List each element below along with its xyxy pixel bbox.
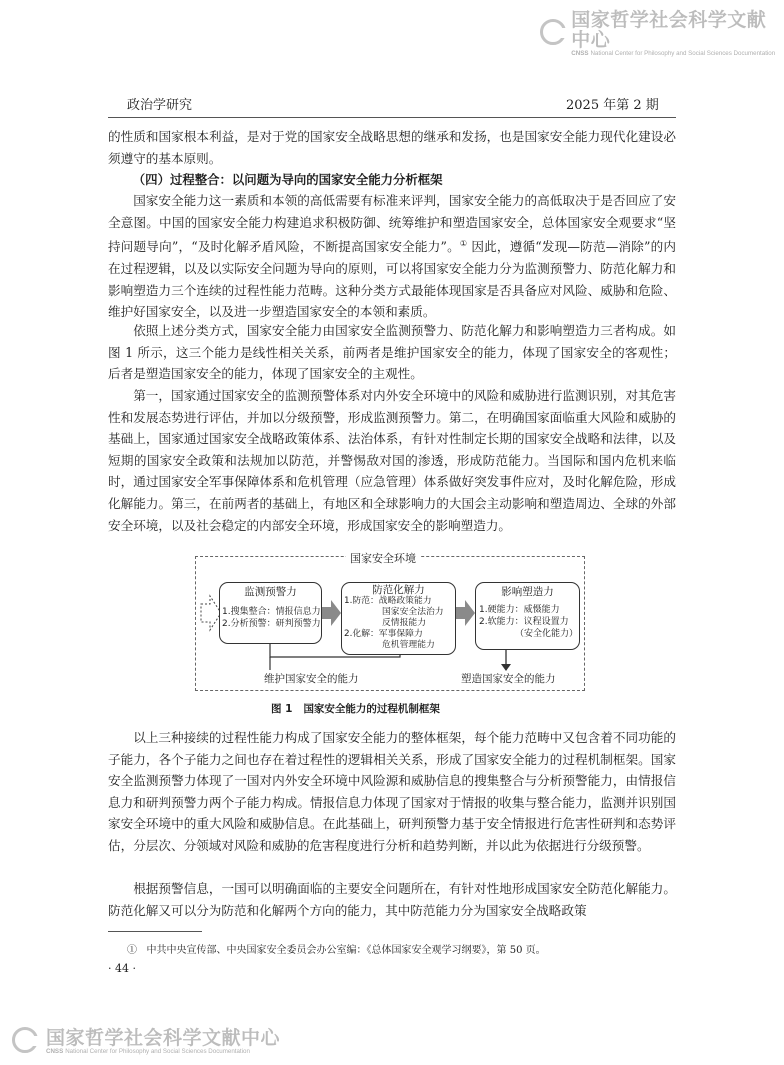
logo-icon xyxy=(12,1027,42,1057)
box-monitoring-warning xyxy=(219,582,322,644)
watermark-logo-top xyxy=(540,10,784,58)
box-prevention-line: 1.防范：战略政策能力 xyxy=(344,596,432,606)
label-shape-security: 塑造国家安全的能力 xyxy=(461,673,556,685)
figure-caption-text: 国家安全能力的过程机制框架 xyxy=(303,703,440,715)
footnote-text: 中共中央宣传部、中央国家安全委员会办公室编：《总体国家安全观学习纲要》，第 50 页。 xyxy=(146,945,546,956)
issue-label: 2025 年第 2 期 xyxy=(566,98,659,113)
figure-caption xyxy=(271,701,440,716)
page-number: · 44 · xyxy=(108,962,136,975)
footnote-rule xyxy=(108,931,202,932)
arrow-right-icon xyxy=(456,599,476,627)
paragraph-4: 以上三种接续的过程性能力构成了国家安全能力的整体框架，每个能力范畴中又包含着不同功能的子能力，各个子能力之间也存在着过程性的逻辑相关关系，形成了国家安全能力的过程机制框架。国家安全监测预警力体现了一国对内外安全环境中风险源和威胁信息的搜集整合与分析预警能力，由情报信息力和研判预警力两个子能力构成。情报信息力体现了国家对于情报的收集与整合能力，监测并识别国家安全环境中的重大风险和威胁信息。在此基础上，研判预警力基于安全情报进行危害性研判和态势评估，分层次、分领域对风险和威胁的危害程度进行分析和趋势判断，并以此为依据进行分级预警。 xyxy=(108,730,676,853)
box-influence-title: 影响塑造力 xyxy=(501,586,554,598)
box-prevention-line: 2.化解：军事保障力 xyxy=(344,629,423,639)
box-prevention-line: 危机管理能力 xyxy=(382,640,435,650)
box-influence-line: 2.软能力：议程设置力 xyxy=(479,617,569,627)
paragraph-5: 根据预警信息，一国可以明确面临的主要安全问题所在，有针对性地形成国家安全防范化解能力。防范化解又可以分为防范和化解两个方向的能力，其中防范能力分为国家安全战略政策 xyxy=(108,881,676,918)
box-prevention-line: 国家安全法治力 xyxy=(382,607,444,617)
watermark-cn: 国家哲学社会科学文献中心 xyxy=(46,1027,281,1049)
paragraph-2: 依照上述分类方式，国家安全能力由国家安全监测预警力、防范化解力和影响塑造力三者构成。如图 1 所示，这三个能力是线性相关关系，前两者是维护国家安全的能力，体现了国家安全的客观性；后者是塑造国家安全的能力，体现了国家安全的主观性。 xyxy=(108,323,676,382)
watermark-cn: 国家哲学社会科学文献中心 xyxy=(571,9,767,51)
watermark-en: CNSS National Center for Philosophy and Social Sciences Documentation xyxy=(571,50,776,57)
watermark-en: CNSS National Center for Philosophy and Social Sciences Documentation xyxy=(46,1048,250,1055)
box-influence-line: （安全化能力） xyxy=(515,629,579,639)
paragraph-3: 第一，国家通过国家安全的监测预警体系对内外安全环境中的风险和威胁进行监测识别，对其危害性和发展态势进行评估，并加以分级预警，形成监测预警力。第二，在明确国家面临重大风险和威胁的基础上，国家通过国家安全战略政策体系、法治体系，有针对性制定长期的国家安全战略和法律，以及短期的国家安全政策和法规加以防范，并警惕敌对国的渗透，形成防范能力。当国际和国内危机来临时，通过国家安全军事保障体系和危机管理（应急管理）体系做好突发事件应对，及时化解危险，形成化解能力。第三，在前两者的基础上，有地区和全球影响力的大国会主动影响和塑造周边、全球的外部安全环境，以及社会稳定的内部安全环境，形成国家安全的影响塑造力。 xyxy=(108,388,676,533)
paragraph-continuation: 的性质和国家根本利益，是对于党的国家安全战略思想的继承和发扬，也是国家安全能力现代化建设必须遵守的基本原则。 xyxy=(108,129,676,166)
box-prevention-line: 反情报能力 xyxy=(382,618,426,628)
box-monitoring-line: 2.分析预警：研判预警力 xyxy=(222,619,321,629)
footnote-mark: ① xyxy=(127,945,137,956)
watermark-logo-bottom xyxy=(12,1027,280,1057)
logo-icon xyxy=(540,19,567,49)
figure-env-label: 国家安全环境 xyxy=(346,550,420,566)
box-monitoring-title: 监测预警力 xyxy=(244,586,297,598)
arrow-right-icon xyxy=(322,599,342,627)
header-rule xyxy=(108,117,676,118)
section-heading: （四）过程整合：以问题为导向的国家安全能力分析框架 xyxy=(132,172,443,187)
box-influence-line: 1.硬能力：威慑能力 xyxy=(479,605,560,615)
journal-name: 政治学研究 xyxy=(127,98,193,113)
box-monitoring-line: 1.搜集整合：情报信息力 xyxy=(222,607,321,617)
footnote xyxy=(127,941,546,956)
box-prevention-title: 防范化解力 xyxy=(372,584,425,596)
figure-caption-number: 图 1 xyxy=(271,703,293,715)
footnote-ref: ① xyxy=(459,239,468,249)
paragraph-1: 国家安全能力这一素质和本领的高低需要有标准来评判，国家安全能力的高低取决于是否回应了安全意图。中国的国家安全能力构建追求积极防御、统筹维护和塑造国家安全，总体国家安全观要求“坚持问题导向”，“及时化解矛盾风险，不断提高国家安全能力”。① 因此，遵循“发现—防范—消除”的内在过程逻辑，以及以实际安全问题为导向的原则，可以将国家安全能力分为监测预警力、防范化解力和影响塑造力三个连续的过程性能力范畴。这种分类方式最能体现国家是否具备应对风险、威胁和危险、维护好国家安全，以及进一步塑造国家安全的本领和素质。 xyxy=(108,193,676,320)
label-maintain-security: 维护国家安全的能力 xyxy=(264,673,359,685)
